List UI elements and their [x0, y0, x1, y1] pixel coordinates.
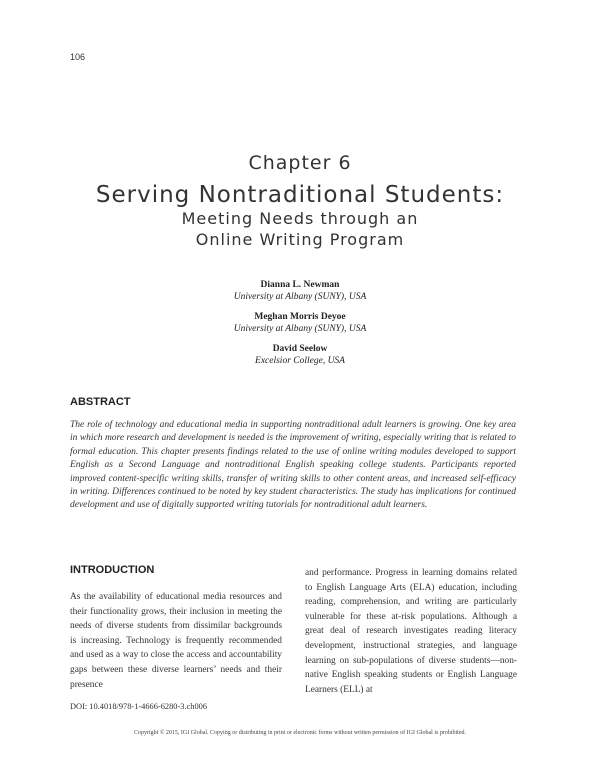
body-column-left: As the availability of educational media resources and their functionality grows, their inclusion in meeting the needs of diverse students from dissimilar backgrounds is increasing. Technology is frequently recommended and used as a way to close the access and accountability gaps between these diverse learners’ needs and their presence	[70, 592, 282, 690]
author-affiliation: University at Albany (SUNY), USA	[233, 292, 367, 302]
chapter-title: Serving Nontraditional Students:	[95, 182, 505, 208]
author-list	[0, 279, 600, 375]
author-name: Dianna L. Newman	[260, 280, 340, 290]
doi-text: DOI: 10.4018/978-1-4666-6280-3.ch006	[70, 702, 208, 711]
author-affiliation: University at Albany (SUNY), USA	[233, 324, 367, 334]
introduction-heading: INTRODUCTION	[70, 564, 155, 576]
page-number: 106	[70, 52, 86, 62]
author-affiliation: Excelsior College, USA	[255, 356, 345, 366]
author-block	[0, 311, 600, 335]
body-column-right: and performance. Progress in learning domains related to English Language Arts (ELA) education, including reading, comprehension, and writing are particularly vulnerable for these at-risk populations. Although a great deal of research investigates reading literacy development, instructional strategies, and language learning on sub-populations of diverse students—non-native English speaking students or English Language Learners (ELL) at	[305, 568, 517, 695]
author-name: David Seelow	[272, 344, 328, 354]
copyright-notice: Copyright © 2015, IGI Global. Copying or distributing in print or electronic forms without written permission of IGI Global is prohibited.	[133, 730, 466, 736]
chapter-label: Chapter 6	[248, 152, 352, 174]
chapter-header	[0, 152, 600, 250]
author-block	[0, 279, 600, 303]
chapter-subtitle-line-2: Online Writing Program	[195, 230, 405, 249]
author-block	[0, 343, 600, 367]
chapter-subtitle-line-1: Meeting Needs through an	[181, 209, 419, 228]
abstract-text: The role of technology and educational media in supporting nontraditional adult learners is growing. One key area in which more research and development is needed is the improvement of writing, especially writing that is related to formal education. This chapter presents findings related to the use of online writing modules developed to support English as a Second Language and nontraditional English speaking college students. Participants reported improved content-specific writing skills, transfer of writing skills to other content areas, and increased self-efficacy in writing. Differences continued to be noted by key student characteristics. The study has implications for continued development and use of digitally supported writing tutorials for nontraditional adult learners.	[70, 420, 516, 511]
abstract-heading: ABSTRACT	[70, 396, 131, 408]
author-name: Meghan Morris Deyoe	[254, 312, 346, 322]
